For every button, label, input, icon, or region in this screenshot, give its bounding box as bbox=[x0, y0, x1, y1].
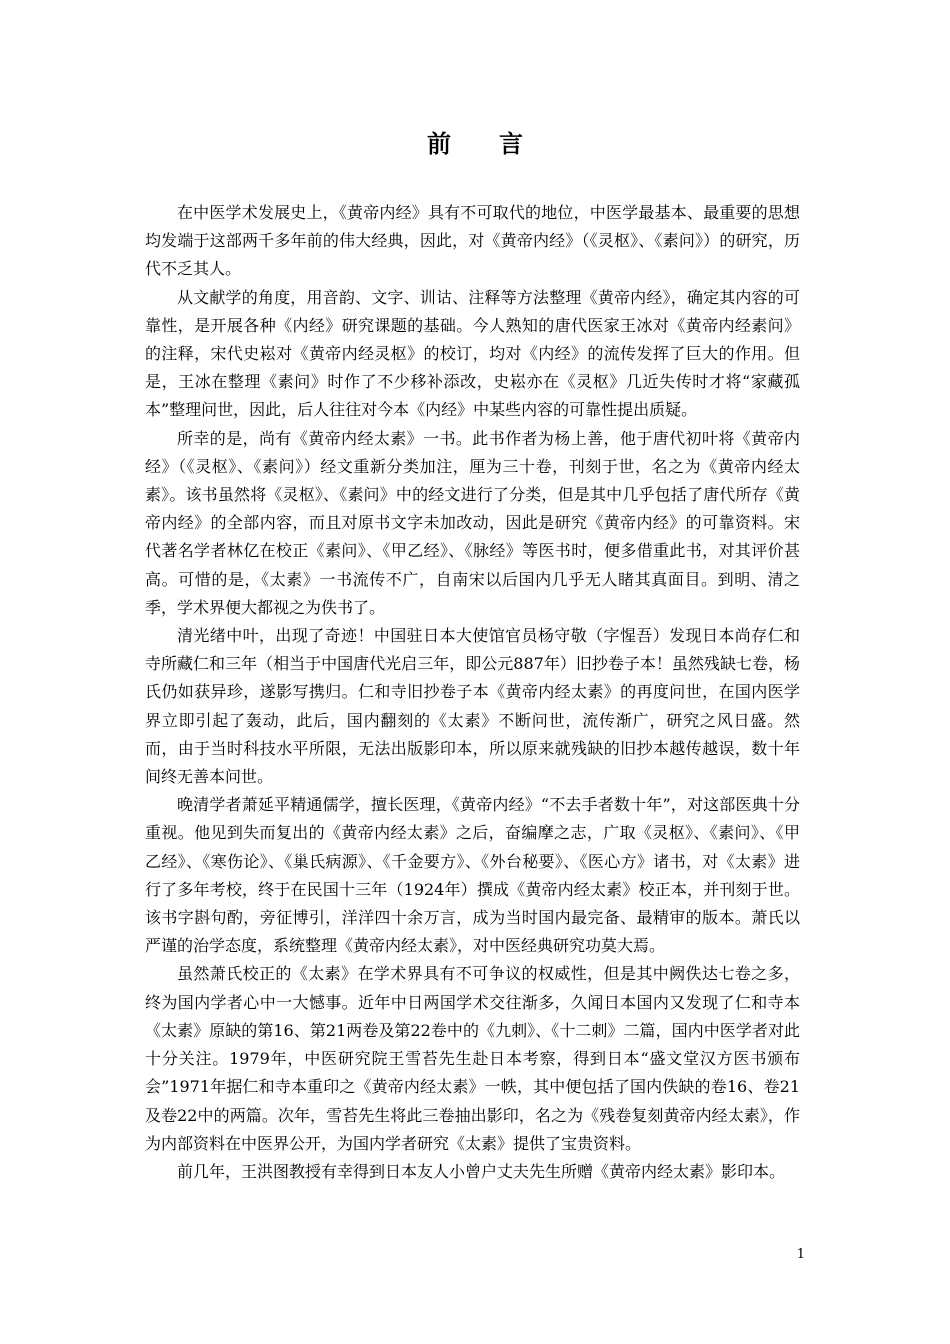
paragraph: 从文献学的角度，用音韵、文字、训诂、注释等方法整理《黄帝内经》，确定其内容的可靠性，是开展各种《内经》研究课题的基础。今人熟知的唐代医家王冰对《黄帝内经素问》的注释，宋代史崧对《黄帝内经灵枢》的校订，均对《内经》的流传发挥了巨大的作用。但是，王冰在整理《素问》时作了不少移补添改，史崧亦在《灵枢》几近失传时才将“家藏孤本”整理问世，因此，后人往往对今本《内经》中某些内容的可靠性提出质疑。 bbox=[145, 287, 800, 420]
paragraph: 所幸的是，尚有《黄帝内经太素》一书。此书作者为杨上善，他于唐代初叶将《黄帝内经》（《灵枢》、《素问》）经文重新分类加注，厘为三十卷，刊刻于世，名之为《黄帝内经太素》。该书虽然将《灵枢》、《素问》中的经文进行了分类，但是其中几乎包括了唐代所存《黄帝内经》的全部内容，而且对原书文字未加改动，因此是研究《黄帝内经》的可靠资料。宋代著名学者林亿在校正《素问》、《甲乙经》、《脉经》等医书时，便多借重此书，对其评价甚高。可惜的是，《太素》一书流传不广，自南宋以后国内几乎无人睹其真面目。到明、清之季，学术界便大都视之为佚书了。 bbox=[145, 428, 800, 617]
paragraph: 在中医学术发展史上，《黄帝内经》具有不可取代的地位，中医学最基本、最重要的思想均发端于这部两千多年前的伟大经典，因此，对《黄帝内经》（《灵枢》、《素问》）的研究，历代不乏其人。 bbox=[145, 203, 800, 279]
page-number: 1 bbox=[796, 1247, 805, 1262]
body-text bbox=[145, 199, 800, 1186]
paragraph: 清光绪中叶，出现了奇迹！中国驻日本大使馆官员杨守敬（字惺吾）发现日本尚存仁和寺所藏仁和三年（相当于中国唐代光启三年，即公元887年）旧抄卷子本！虽然残缺七卷，杨氏仍如获异珍，遂影写携归。仁和寺旧抄卷子本《黄帝内经太素》的再度问世，在国内医学界立即引起了轰动，此后，国内翻刻的《太素》不断问世，流传渐广，研究之风日盛。然而，由于当时科技水平所限，无法出版影印本，所以原来就残缺的旧抄本越传越误，数十年间终无善本问世。 bbox=[145, 626, 800, 787]
paragraph: 前几年，王洪图教授有幸得到日本友人小曾户丈夫先生所赠《黄帝内经太素》影印本。 bbox=[177, 1161, 786, 1181]
page-title: 前言 bbox=[427, 129, 571, 158]
paragraph: 晚清学者萧延平精通儒学，擅长医理，《黄帝内经》“不去手者数十年”，对这部医典十分重视。他见到失而复出的《黄帝内经太素》之后，奋编摩之志，广取《灵枢》、《素问》、《甲乙经》、《寒伤论》、《巢氏病源》、《千金要方》、《外台秘要》、《医心方》诸书，对《太素》进行了多年考校，终于在民国十三年（1924年）撰成《黄帝内经太素》校正本，并刊刻于世。该书字斟句酌，旁征博引，洋洋四十余万言，成为当时国内最完备、最精审的版本。萧氏以严谨的治学态度，系统整理《黄帝内经太素》，对中医经典研究功莫大焉。 bbox=[145, 795, 800, 956]
paragraph: 虽然萧氏校正的《太素》在学术界具有不可争议的权威性，但是其中阙佚达七卷之多，终为国内学者心中一大憾事。近年中日两国学术交往渐多，久闻日本国内又发现了仁和寺本《太素》原缺的第16、第21两卷及第22卷中的《九刺》、《十二刺》二篇，国内中医学者对此十分关注。1979年，中医研究院王雪苔先生赴日本考察，得到日本“盛文堂汉方医书颁布会”1971年据仁和寺本重印之《黄帝内经太素》一帙，其中便包括了国内佚缺的卷16、卷21及卷22中的两篇。次年，雪苔先生将此三卷抽出影印，名之为《残卷复刻黄帝内经太素》，作为内部资料在中医界公开，为国内学者研究《太素》提供了宝贵资料。 bbox=[145, 964, 800, 1153]
